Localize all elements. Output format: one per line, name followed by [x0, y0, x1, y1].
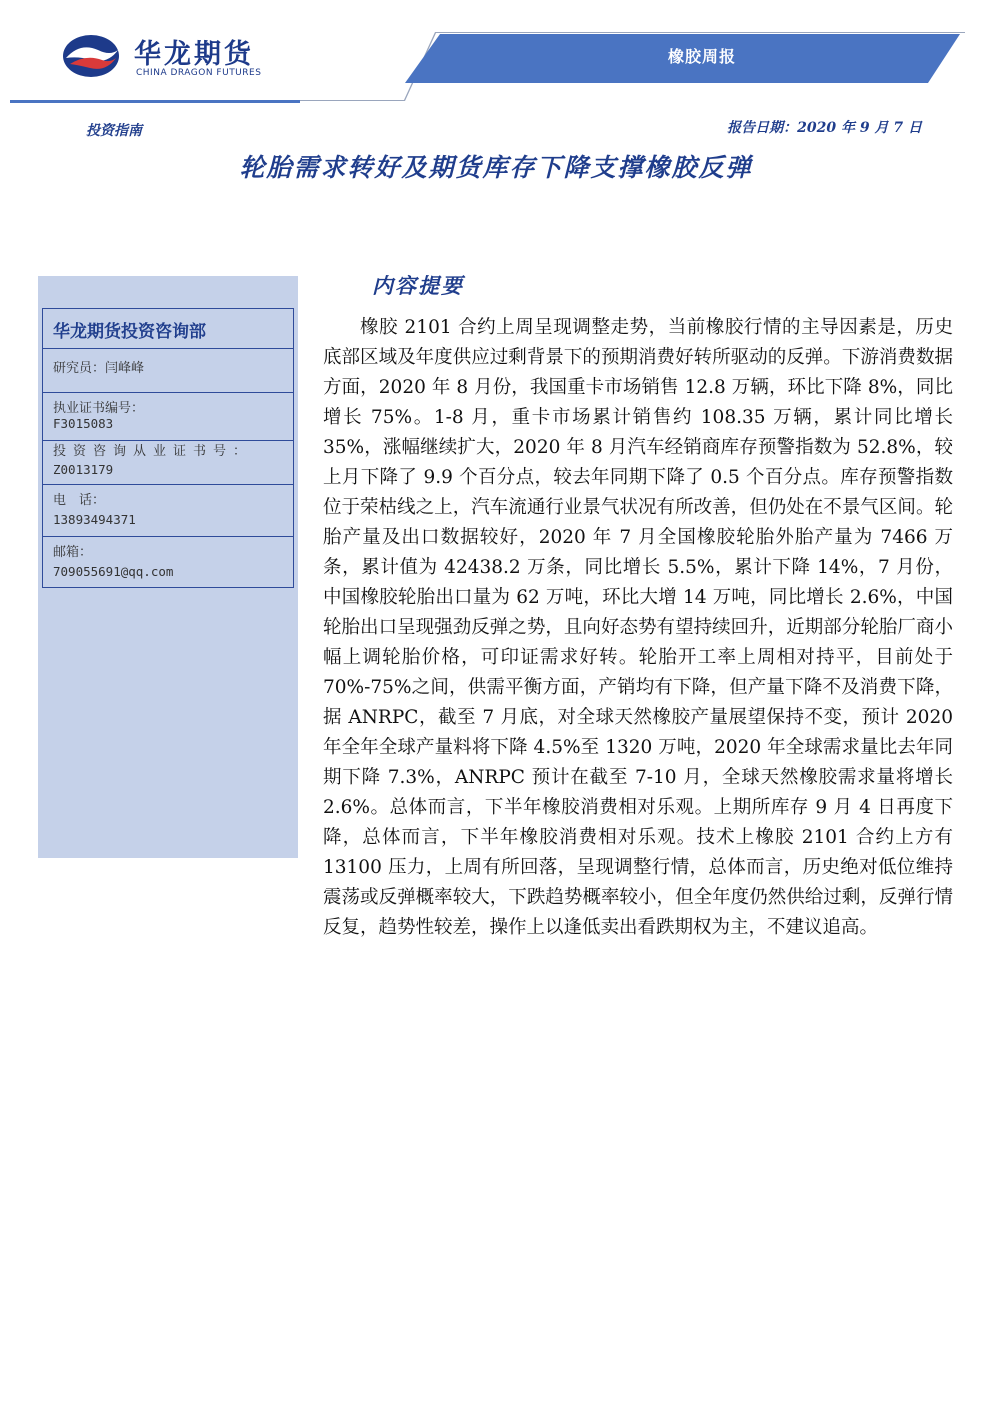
cert-row	[43, 393, 293, 441]
logo-chinese-name: 华龙期货	[134, 39, 254, 70]
department-name: 华龙期货投资咨询部	[43, 309, 293, 349]
contact-info-box	[42, 308, 294, 588]
dragon-logo-icon	[60, 28, 122, 84]
phone-number: 13893494371	[53, 512, 136, 527]
contact-sidebar	[38, 276, 298, 858]
email-row	[43, 537, 293, 587]
email-label: 邮箱：	[53, 545, 93, 560]
logo-english-name: CHINA DRAGON FUTURES	[136, 68, 262, 78]
report-date: 报告日期：2020 年 9 月 7 日	[727, 120, 922, 136]
cert-label: 执业证书编号：	[53, 401, 145, 416]
category-label: 投资指南	[86, 123, 142, 139]
researcher-name: 研究员：闫峰峰	[53, 361, 145, 376]
phone-row	[43, 485, 293, 537]
cert-number: F3015083	[53, 416, 114, 431]
page-title: 轮胎需求转好及期货库存下降支撑橡胶反弹	[239, 153, 753, 182]
company-logo	[60, 28, 300, 84]
advisory-number: Z0013179	[53, 462, 114, 477]
email-address[interactable]: 709055691@qq.com	[53, 564, 174, 579]
report-type-label: 橡胶周报	[667, 47, 736, 66]
summary-body: 橡胶 2101 合约上周呈现调整走势，当前橡胶行情的主导因素是，历史底部区域及年度供应过剩背景下的预期消费好转所驱动的反弹。下游消费数据方面，2020 年 8 月份，我国重卡市场销售 12.8 万辆，环比下降 8%，同比增长 75%。1-8 月，重卡市场累计销售约 108.35 万辆，累计同比增长 35%，涨幅继续扩大，2020 年 8 月汽车经销商库存预警指数为 52.8%，较上月下降了 9.9 个百分点，较去年同期下降了 0.5 个百分点。库存预警指数位于荣枯线之上，汽车流通行业景气状况有所改善，但仍处在不景气区间。轮胎产量及出口数据较好，2020 年 7 月全国橡胶轮胎外胎产量为 7466 万条，累计值为 42438.2 万条，同比增长 5.5%，累计下降 14%，7 月份，中国橡胶轮胎出口量为 62 万吨，环比大增 14 万吨，同比增长 2.6%，中国轮胎出口呈现强劲反弹之势，且向好态势有望持续回升，近期部分轮胎厂商小幅上调轮胎价格，可印证需求好转。轮胎开工率上周相对持平，目前处于 70%-75%之间，供需平衡方面，产销均有下降，但产量下降不及消费下降，据 ANRPC，截至 7 月底，对全球天然橡胶产量展望保持不变，预计 2020 年全年全球产量料将下降 4.5%至 1320 万吨，2020 年全球需求量比去年同期下降 7.3%，ANRPC 预计在截至 7-10 月，全球天然橡胶需求量将增长 2.6%。总体而言，下半年橡胶消费相对乐观。上期所库存 9 月 4 日再度下降，总体而言，下半年橡胶消费相对乐观。技术上橡胶 2101 合约上方有 13100 压力，上周有所回落，呈现调整行情，总体而言，历史绝对低位维持震荡或反弹概率较大，下跌趋势概率较小，但全年度仍然供给过剩，反弹行情反复，趋势性较差，操作上以逢低卖出看跌期权为主，不建议追高。	[323, 317, 953, 938]
phone-label: 电 话：	[53, 493, 106, 508]
advisory-row	[43, 441, 293, 485]
advisory-label: 投资咨询从业证书号：	[53, 444, 254, 459]
summary-heading: 内容提要	[372, 273, 464, 298]
researcher-row	[43, 349, 293, 393]
